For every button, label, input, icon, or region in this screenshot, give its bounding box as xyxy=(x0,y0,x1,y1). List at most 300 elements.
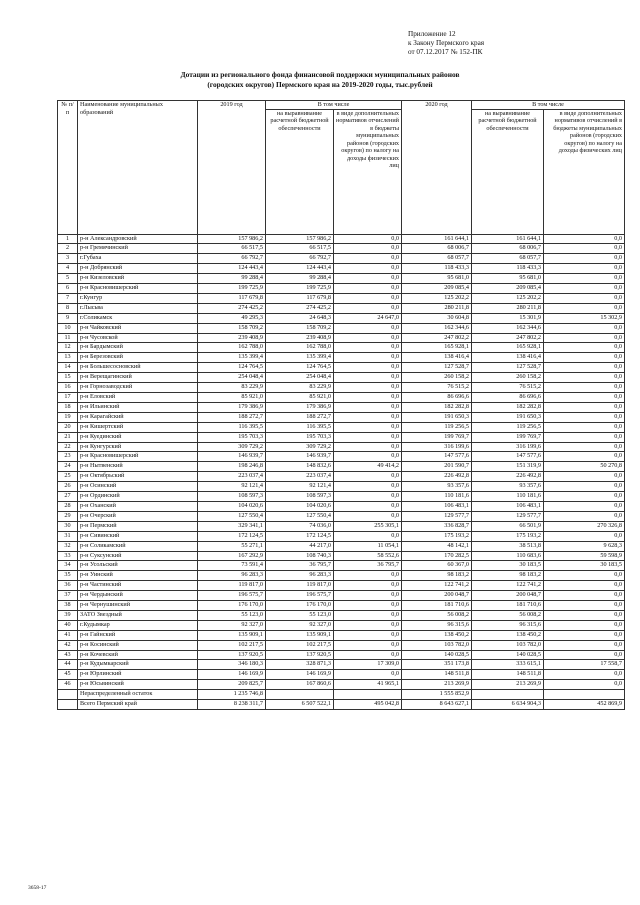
row-2020: 60 367,0 xyxy=(402,561,472,571)
row-name: р-н Октябрьский xyxy=(78,472,198,482)
row-eq-2020: 161 644,1 xyxy=(472,234,544,244)
row-add-2019: 0,0 xyxy=(334,591,402,601)
row-2019: 124 443,4 xyxy=(198,264,266,274)
row-add-2019: 41 965,1 xyxy=(334,680,402,690)
row-2019: 108 597,3 xyxy=(198,492,266,502)
row-eq-2020: 213 269,9 xyxy=(472,680,544,690)
table-row xyxy=(58,492,625,502)
remainder-label: Нераспределенный остаток xyxy=(78,690,198,700)
row-name: р-н Частинский xyxy=(78,581,198,591)
row-2020: 170 282,5 xyxy=(402,551,472,561)
row-name: р-н Кочевский xyxy=(78,650,198,660)
header-2019: 2019 год xyxy=(198,101,266,235)
row-eq-2019: 108 597,3 xyxy=(266,492,334,502)
row-2019: 188 272,7 xyxy=(198,412,266,422)
row-2020: 140 028,5 xyxy=(402,650,472,660)
row-add-2019: 255 305,1 xyxy=(334,521,402,531)
row-add-2019: 0,0 xyxy=(334,501,402,511)
row-num: 6 xyxy=(58,284,78,294)
row-2020: 226 492,8 xyxy=(402,472,472,482)
row-add-2020: 270 326,8 xyxy=(544,521,625,531)
row-2019: 85 921,0 xyxy=(198,393,266,403)
row-add-2020: 0,0 xyxy=(544,581,625,591)
row-eq-2020: 200 048,7 xyxy=(472,591,544,601)
row-add-2020: 0,0 xyxy=(544,650,625,660)
row-add-2019: 0,0 xyxy=(334,571,402,581)
table-row xyxy=(58,422,625,432)
row-name: р-н Ильинский xyxy=(78,402,198,412)
row-num: 40 xyxy=(58,620,78,630)
row-2019: 135 909,1 xyxy=(198,630,266,640)
row-eq-2020: 119 256,5 xyxy=(472,422,544,432)
table-row xyxy=(58,442,625,452)
row-add-2020: 0,0 xyxy=(544,284,625,294)
row-add-2019: 24 647,0 xyxy=(334,313,402,323)
header-2020: 2020 год xyxy=(402,101,472,235)
table-row xyxy=(58,343,625,353)
row-2019: 104 020,6 xyxy=(198,501,266,511)
row-2020: 56 008,2 xyxy=(402,610,472,620)
row-add-2020: 50 270,8 xyxy=(544,462,625,472)
row-eq-2020: 129 577,7 xyxy=(472,511,544,521)
header-num: № п/п xyxy=(58,101,78,235)
table-row xyxy=(58,284,625,294)
row-2020: 316 199,6 xyxy=(402,442,472,452)
row-eq-2019: 167 860,6 xyxy=(266,680,334,690)
table-row xyxy=(58,323,625,333)
subsidies-table xyxy=(57,100,625,710)
row-name: г.Соликамск xyxy=(78,313,198,323)
row-add-2019: 0,0 xyxy=(334,640,402,650)
row-eq-2020: 140 028,5 xyxy=(472,650,544,660)
row-name: р-н Еловский xyxy=(78,393,198,403)
row-eq-2020: 38 513,8 xyxy=(472,541,544,551)
row-add-2020: 0,0 xyxy=(544,482,625,492)
appendix-line-1: Приложение 12 xyxy=(408,30,456,38)
remainder-num xyxy=(58,690,78,700)
row-add-2019: 0,0 xyxy=(334,610,402,620)
row-add-2019: 58 552,6 xyxy=(334,551,402,561)
row-eq-2019: 92 121,4 xyxy=(266,482,334,492)
row-add-2019: 0,0 xyxy=(334,323,402,333)
row-add-2019: 0,0 xyxy=(334,244,402,254)
total-add-2019: 495 042,8 xyxy=(334,700,402,710)
row-name: р-н Гайнский xyxy=(78,630,198,640)
row-name: р-н Пермский xyxy=(78,521,198,531)
row-add-2020: 0,0 xyxy=(544,373,625,383)
appendix-line-2: к Закону Пермского края xyxy=(408,39,485,47)
row-add-2020: 0,0 xyxy=(544,353,625,363)
row-2020: 162 344,6 xyxy=(402,323,472,333)
total-add-2020: 452 869,9 xyxy=(544,700,625,710)
row-name: г.Лысьва xyxy=(78,303,198,313)
row-eq-2020: 76 515,2 xyxy=(472,383,544,393)
row-num: 24 xyxy=(58,462,78,472)
row-eq-2020: 122 741,2 xyxy=(472,581,544,591)
table-body xyxy=(58,234,625,690)
row-2019: 49 295,3 xyxy=(198,313,266,323)
row-num: 10 xyxy=(58,323,78,333)
row-add-2019: 0,0 xyxy=(334,254,402,264)
row-add-2019: 0,0 xyxy=(334,472,402,482)
row-add-2019: 0,0 xyxy=(334,492,402,502)
row-2020: 191 650,3 xyxy=(402,412,472,422)
row-add-2020: 15 302,9 xyxy=(544,313,625,323)
row-2019: 329 341,1 xyxy=(198,521,266,531)
remainder-eq-2020 xyxy=(472,690,544,700)
row-num: 14 xyxy=(58,363,78,373)
remainder-2019: 1 235 746,8 xyxy=(198,690,266,700)
row-eq-2019: 66 792,7 xyxy=(266,254,334,264)
row-eq-2020: 260 158,2 xyxy=(472,373,544,383)
row-name: р-н Александровский xyxy=(78,234,198,244)
row-name: р-н Красновишерский xyxy=(78,284,198,294)
row-name: р-н Юсьвинский xyxy=(78,680,198,690)
row-num: 2 xyxy=(58,244,78,254)
row-2019: 99 288,4 xyxy=(198,274,266,284)
row-add-2020: 0,0 xyxy=(544,531,625,541)
row-add-2020: 17 558,7 xyxy=(544,660,625,670)
row-2020: 182 282,8 xyxy=(402,402,472,412)
row-2020: 68 006,7 xyxy=(402,244,472,254)
row-eq-2020: 68 006,7 xyxy=(472,244,544,254)
row-2019: 119 817,0 xyxy=(198,581,266,591)
row-name: р-н Бардымский xyxy=(78,343,198,353)
row-2020: 125 202,2 xyxy=(402,293,472,303)
row-eq-2020: 147 577,6 xyxy=(472,452,544,462)
header-included-2020: В том числе xyxy=(472,101,625,110)
header-additional-2019: в виде дополнительных нормативов отчислений в бюджеты муниципальных районов (городских округов) по налогу на доходы физических лиц xyxy=(334,109,402,234)
table-row xyxy=(58,353,625,363)
row-eq-2019: 102 217,5 xyxy=(266,640,334,650)
row-add-2019: 0,0 xyxy=(334,432,402,442)
title-line-2: (городских округов) Пермского края на 2019-2020 годы, тыс.рублей xyxy=(207,79,433,89)
table-row xyxy=(58,521,625,531)
row-name: р-н Уинский xyxy=(78,571,198,581)
row-2019: 102 217,5 xyxy=(198,640,266,650)
row-2020: 351 173,8 xyxy=(402,660,472,670)
row-2020: 148 511,8 xyxy=(402,670,472,680)
row-add-2019: 17 309,0 xyxy=(334,660,402,670)
row-add-2020: 0,0 xyxy=(544,244,625,254)
row-num: 9 xyxy=(58,313,78,323)
row-2020: 129 577,7 xyxy=(402,511,472,521)
row-name: р-н Большесосновский xyxy=(78,363,198,373)
row-num: 22 xyxy=(58,442,78,452)
header-equalization-2020: на выравнивание расчетной бюджетной обеспеченности xyxy=(472,109,544,234)
row-add-2019: 0,0 xyxy=(334,303,402,313)
row-add-2020: 0,0 xyxy=(544,452,625,462)
row-2020: 280 211,8 xyxy=(402,303,472,313)
remainder-eq-2019 xyxy=(266,690,334,700)
row-num: 18 xyxy=(58,402,78,412)
row-num: 43 xyxy=(58,650,78,660)
row-num: 36 xyxy=(58,581,78,591)
footer-code: 3658-17 xyxy=(28,885,47,891)
table-row xyxy=(58,412,625,422)
row-name: р-н Осинский xyxy=(78,482,198,492)
row-2020: 161 644,1 xyxy=(402,234,472,244)
row-num: 33 xyxy=(58,551,78,561)
row-num: 35 xyxy=(58,571,78,581)
row-eq-2019: 158 709,2 xyxy=(266,323,334,333)
row-2019: 73 591,4 xyxy=(198,561,266,571)
row-2020: 201 590,7 xyxy=(402,462,472,472)
row-eq-2019: 188 272,7 xyxy=(266,412,334,422)
row-add-2020: 0,0 xyxy=(544,501,625,511)
table-row xyxy=(58,393,625,403)
row-name: р-н Куединский xyxy=(78,432,198,442)
row-2019: 124 764,5 xyxy=(198,363,266,373)
row-num: 20 xyxy=(58,422,78,432)
row-name: р-н Горнозаводский xyxy=(78,383,198,393)
row-add-2020: 0,0 xyxy=(544,610,625,620)
row-add-2019: 11 054,1 xyxy=(334,541,402,551)
total-label: Всего Пермский край xyxy=(78,700,198,710)
row-2020: 247 802,2 xyxy=(402,333,472,343)
row-name: р-н Соликамский xyxy=(78,541,198,551)
remainder-add-2019 xyxy=(334,690,402,700)
row-name: р-н Косинский xyxy=(78,640,198,650)
row-2019: 346 180,3 xyxy=(198,660,266,670)
row-2019: 176 170,0 xyxy=(198,601,266,611)
row-add-2020: 0,0 xyxy=(544,620,625,630)
row-eq-2019: 124 443,4 xyxy=(266,264,334,274)
row-eq-2019: 135 909,1 xyxy=(266,630,334,640)
row-eq-2020: 95 681,0 xyxy=(472,274,544,284)
row-eq-2019: 127 550,4 xyxy=(266,511,334,521)
row-eq-2019: 179 386,9 xyxy=(266,402,334,412)
row-name: р-н Оханский xyxy=(78,501,198,511)
row-name: р-н Чернушинский xyxy=(78,601,198,611)
row-2020: 98 183,2 xyxy=(402,571,472,581)
row-add-2019: 0,0 xyxy=(334,284,402,294)
row-add-2019: 0,0 xyxy=(334,422,402,432)
row-eq-2019: 162 788,0 xyxy=(266,343,334,353)
row-add-2020: 0,0 xyxy=(544,492,625,502)
row-eq-2020: 181 710,6 xyxy=(472,601,544,611)
row-add-2020: 0,0 xyxy=(544,363,625,373)
row-num: 13 xyxy=(58,353,78,363)
row-num: 44 xyxy=(58,660,78,670)
table-row xyxy=(58,680,625,690)
row-eq-2020: 138 450,2 xyxy=(472,630,544,640)
row-eq-2019: 85 921,0 xyxy=(266,393,334,403)
total-eq-2020: 6 634 904,3 xyxy=(472,700,544,710)
row-2019: 195 703,3 xyxy=(198,432,266,442)
row-eq-2019: 44 217,0 xyxy=(266,541,334,551)
title-line-1: Дотации из регионального фонда финансовой поддержки муниципальных районов xyxy=(180,70,460,79)
row-2020: 48 142,1 xyxy=(402,541,472,551)
table-row xyxy=(58,601,625,611)
row-add-2019: 0,0 xyxy=(334,264,402,274)
row-add-2020: 0,0 xyxy=(544,303,625,313)
table-row xyxy=(58,313,625,323)
row-2020: 118 433,3 xyxy=(402,264,472,274)
row-2019: 66 792,7 xyxy=(198,254,266,264)
row-2019: 146 169,9 xyxy=(198,670,266,680)
row-eq-2019: 254 048,4 xyxy=(266,373,334,383)
row-num: 38 xyxy=(58,601,78,611)
row-eq-2019: 196 575,7 xyxy=(266,591,334,601)
row-2019: 223 037,4 xyxy=(198,472,266,482)
row-add-2019: 0,0 xyxy=(334,333,402,343)
row-eq-2019: 83 229,9 xyxy=(266,383,334,393)
row-eq-2020: 15 301,9 xyxy=(472,313,544,323)
row-num: 32 xyxy=(58,541,78,551)
table-row xyxy=(58,620,625,630)
row-eq-2020: 151 319,9 xyxy=(472,462,544,472)
row-2020: 138 450,2 xyxy=(402,630,472,640)
row-num: 21 xyxy=(58,432,78,442)
row-name: р-н Усольский xyxy=(78,561,198,571)
row-eq-2019: 148 832,6 xyxy=(266,462,334,472)
row-eq-2019: 99 288,4 xyxy=(266,274,334,284)
row-eq-2020: 56 008,2 xyxy=(472,610,544,620)
row-add-2020: 30 183,5 xyxy=(544,561,625,571)
row-add-2019: 0,0 xyxy=(334,274,402,284)
table-row xyxy=(58,452,625,462)
row-2020: 119 256,5 xyxy=(402,422,472,432)
row-add-2019: 0,0 xyxy=(334,393,402,403)
row-num: 5 xyxy=(58,274,78,284)
row-add-2019: 0,0 xyxy=(334,511,402,521)
row-eq-2020: 66 501,9 xyxy=(472,521,544,531)
row-eq-2020: 110 181,6 xyxy=(472,492,544,502)
total-2019: 8 238 311,7 xyxy=(198,700,266,710)
row-eq-2020: 93 357,6 xyxy=(472,482,544,492)
row-add-2020: 0,0 xyxy=(544,383,625,393)
row-num: 45 xyxy=(58,670,78,680)
row-add-2020: 0,0 xyxy=(544,274,625,284)
row-2020: 30 604,8 xyxy=(402,313,472,323)
row-2020: 175 193,2 xyxy=(402,531,472,541)
row-num: 19 xyxy=(58,412,78,422)
row-num: 37 xyxy=(58,591,78,601)
row-eq-2020: 199 769,7 xyxy=(472,432,544,442)
row-2019: 198 246,8 xyxy=(198,462,266,472)
row-2020: 165 928,1 xyxy=(402,343,472,353)
row-2019: 92 327,0 xyxy=(198,620,266,630)
row-add-2019: 0,0 xyxy=(334,442,402,452)
header-additional-2020: в виде дополнительных нормативов отчислений в бюджеты муниципальных районов (городских округов) по налогу на доходы физических лиц xyxy=(544,109,625,234)
row-2020: 106 483,1 xyxy=(402,501,472,511)
row-2019: 274 425,2 xyxy=(198,303,266,313)
row-add-2020: 0,0 xyxy=(544,601,625,611)
row-name: р-н Сивинский xyxy=(78,531,198,541)
row-2020: 110 181,6 xyxy=(402,492,472,502)
row-eq-2020: 106 483,1 xyxy=(472,501,544,511)
row-add-2020: 0,0 xyxy=(544,571,625,581)
row-2020: 93 357,6 xyxy=(402,482,472,492)
row-add-2020: 59 598,9 xyxy=(544,551,625,561)
row-eq-2020: 103 782,0 xyxy=(472,640,544,650)
total-eq-2019: 6 507 522,1 xyxy=(266,700,334,710)
row-2020: 103 782,0 xyxy=(402,640,472,650)
row-eq-2020: 68 057,7 xyxy=(472,254,544,264)
table-row xyxy=(58,501,625,511)
row-eq-2019: 119 817,0 xyxy=(266,581,334,591)
row-name: р-н Очерский xyxy=(78,511,198,521)
row-eq-2019: 146 169,9 xyxy=(266,670,334,680)
row-2019: 172 124,5 xyxy=(198,531,266,541)
row-2019: 209 825,7 xyxy=(198,680,266,690)
row-name: р-н Гремячинский xyxy=(78,244,198,254)
row-2019: 137 920,5 xyxy=(198,650,266,660)
row-2019: 239 408,9 xyxy=(198,333,266,343)
row-num: 30 xyxy=(58,521,78,531)
row-add-2019: 0,0 xyxy=(334,531,402,541)
row-2019: 116 395,5 xyxy=(198,422,266,432)
row-eq-2019: 157 986,2 xyxy=(266,234,334,244)
header-name: Наименование муниципальных образований xyxy=(78,101,198,235)
row-add-2020: 0,0 xyxy=(544,640,625,650)
row-name: р-н Верещагинский xyxy=(78,373,198,383)
row-eq-2019: 309 729,2 xyxy=(266,442,334,452)
row-2019: 83 229,9 xyxy=(198,383,266,393)
row-num: 34 xyxy=(58,561,78,571)
row-name: р-н Суксунский xyxy=(78,551,198,561)
row-eq-2019: 274 425,2 xyxy=(266,303,334,313)
row-add-2019: 0,0 xyxy=(334,601,402,611)
row-eq-2020: 316 199,6 xyxy=(472,442,544,452)
row-eq-2019: 328 871,3 xyxy=(266,660,334,670)
table-row xyxy=(58,551,625,561)
row-name: р-н Карагайский xyxy=(78,412,198,422)
row-add-2019: 36 795,7 xyxy=(334,561,402,571)
remainder-add-2020 xyxy=(544,690,625,700)
row-add-2019: 0,0 xyxy=(334,293,402,303)
table-row xyxy=(58,274,625,284)
table-row xyxy=(58,630,625,640)
row-eq-2019: 117 679,8 xyxy=(266,293,334,303)
row-2019: 66 517,5 xyxy=(198,244,266,254)
row-add-2020: 0,0 xyxy=(544,393,625,403)
row-name: р-н Нытвенский xyxy=(78,462,198,472)
row-eq-2019: 116 395,5 xyxy=(266,422,334,432)
row-add-2019: 0,0 xyxy=(334,373,402,383)
table-row xyxy=(58,264,625,274)
row-num: 16 xyxy=(58,383,78,393)
row-add-2019: 0,0 xyxy=(334,650,402,660)
row-2020: 213 269,9 xyxy=(402,680,472,690)
row-2020: 336 828,7 xyxy=(402,521,472,531)
row-add-2019: 0,0 xyxy=(334,630,402,640)
row-eq-2020: 98 183,2 xyxy=(472,571,544,581)
row-num: 29 xyxy=(58,511,78,521)
row-2019: 199 725,9 xyxy=(198,284,266,294)
row-name: р-н Чайковский xyxy=(78,323,198,333)
row-name: р-н Чусовской xyxy=(78,333,198,343)
row-eq-2019: 223 037,4 xyxy=(266,472,334,482)
table-row xyxy=(58,660,625,670)
row-num: 12 xyxy=(58,343,78,353)
row-add-2020: 0,0 xyxy=(544,422,625,432)
row-2019: 146 939,7 xyxy=(198,452,266,462)
row-eq-2020: 226 492,8 xyxy=(472,472,544,482)
table-row xyxy=(58,472,625,482)
row-add-2020: 0,0 xyxy=(544,412,625,422)
row-2020: 181 710,6 xyxy=(402,601,472,611)
row-eq-2020: 165 928,1 xyxy=(472,343,544,353)
row-add-2019: 0,0 xyxy=(334,343,402,353)
row-eq-2019: 96 283,3 xyxy=(266,571,334,581)
row-eq-2019: 24 648,3 xyxy=(266,313,334,323)
row-2019: 162 788,0 xyxy=(198,343,266,353)
row-add-2019: 0,0 xyxy=(334,482,402,492)
header-equalization-2019: на выравнивание расчетной бюджетной обеспеченности xyxy=(266,109,334,234)
row-2020: 199 769,7 xyxy=(402,432,472,442)
